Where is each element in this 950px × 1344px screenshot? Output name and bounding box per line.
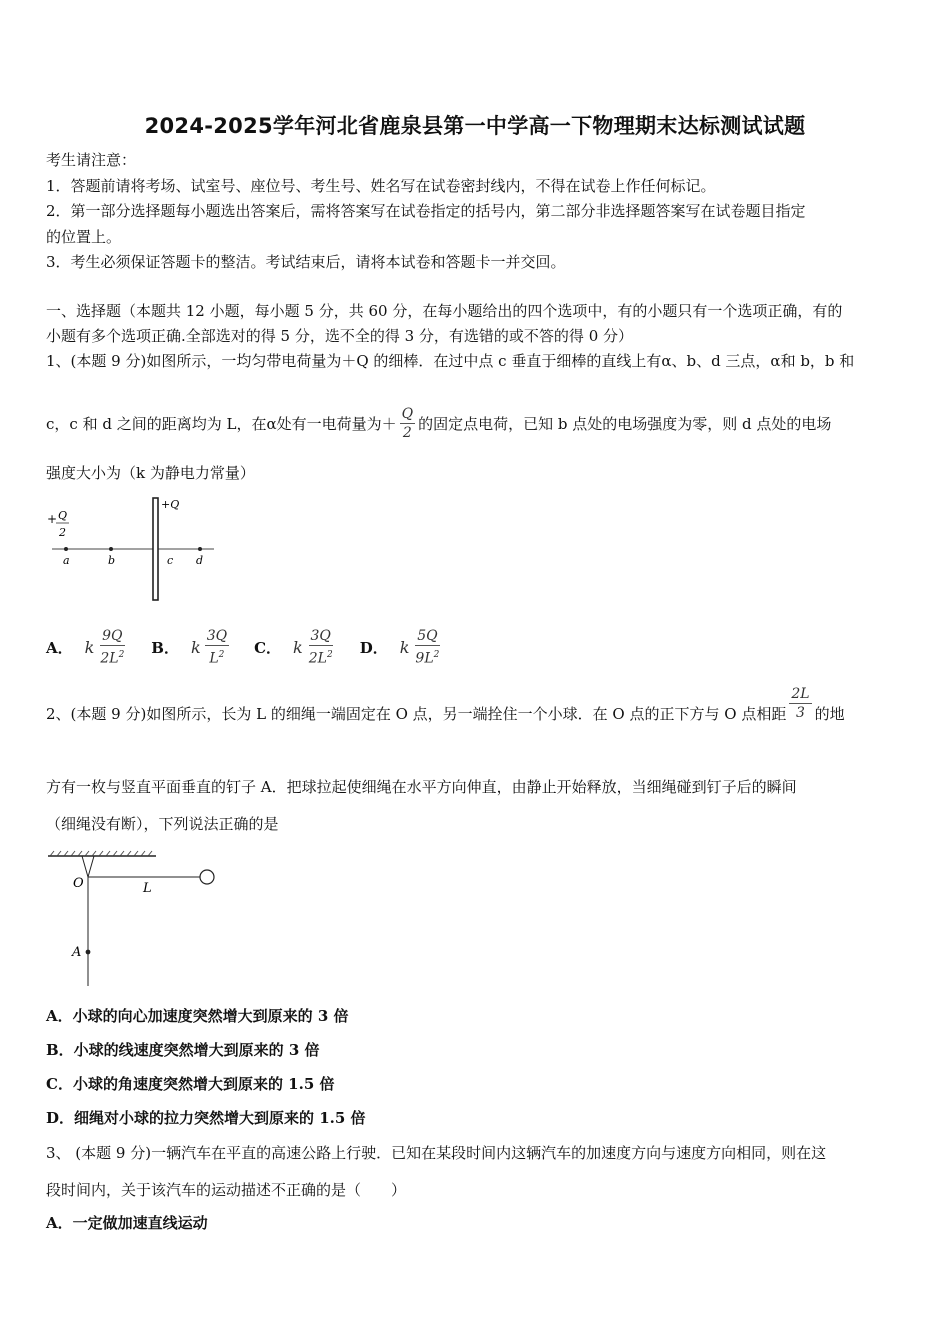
q1-option-b-den xyxy=(207,646,226,667)
q1-option-c-den-base: 2L xyxy=(308,650,327,667)
q1-stem-line3: 强度大小为（k 为静电力常量） xyxy=(46,464,255,482)
q1-fig-rod xyxy=(153,498,158,600)
q1-figure xyxy=(44,494,224,606)
q1-option-d-den-pow: 2 xyxy=(433,650,440,660)
q2-distance-den: 3 xyxy=(795,704,805,721)
q1-fig-label-c: c xyxy=(167,554,174,567)
q2-fig-nail xyxy=(86,950,91,955)
q1-stem-line1: 1、(本题 9 分)如图所示，一均匀带电荷量为＋Q 的细棒．在过中点 c 垂直于细棒的直线上有α、b、d 三点，α和 b，b 和 xyxy=(46,352,855,370)
q1-fig-2: 2 xyxy=(59,526,66,539)
q2-fig-ball xyxy=(200,870,214,884)
q2-option-c[interactable]: C．小球的角速度突然增大到原来的 1.5 倍 xyxy=(46,1075,335,1093)
q1-option-a-k: k xyxy=(84,637,95,657)
notice-heading: 考生请注意： xyxy=(46,151,137,169)
q1-option-c-den-pow: 2 xyxy=(326,650,333,660)
q1-option-c-den xyxy=(307,646,335,667)
q2-figure xyxy=(44,848,224,988)
q1-fig-label-d: d xyxy=(196,554,204,567)
q1-option-c[interactable] xyxy=(254,628,338,667)
notice-item-1: 1．答题前请将考场、试室号、座位号、考生号、姓名写在试卷密封线内，不得在试卷上作任何标记。 xyxy=(46,177,716,195)
q2-fig-support-left xyxy=(82,856,88,877)
page-title: 2024-2025学年河北省鹿泉县第一中学高一下物理期末达标测试试题 xyxy=(144,114,806,138)
section-heading: 一、选择题（本题共 12 小题，每小题 5 分，共 60 分，在每小题给出的四个选项中，有的小题只有一个选项正确，有的 xyxy=(46,302,843,320)
q2-fig-label-l: L xyxy=(143,881,152,896)
q2-fig-label-a: A xyxy=(72,945,82,960)
q1-option-c-k: k xyxy=(293,637,303,657)
q2-stem-line2: 方有一枚与竖直平面垂直的钉子 A．把球拉起使细绳在水平方向伸直，由静止开始释放，当细绳碰到钉子后的瞬间 xyxy=(46,778,797,796)
q2-stem-line1 xyxy=(46,685,845,724)
q1-stem-line2-end: 的固定点电荷，已知 b 点处的电场强度为零，则 d 点处的电场 xyxy=(418,414,832,433)
q1-option-c-num: 3Q xyxy=(310,628,331,644)
q2-fig-ceiling-hatch xyxy=(50,851,152,856)
q1-option-b-num: 3Q xyxy=(206,628,228,644)
q2-stem-line1-end: 的地 xyxy=(814,705,845,723)
q1-charge-num: Q xyxy=(401,406,414,422)
q1-option-c-label: C． xyxy=(254,638,282,657)
q1-fig-q: Q xyxy=(58,509,68,522)
q3-stem-line2: 段时间内，关于该汽车的运动描述不正确的是（ ） xyxy=(46,1181,407,1199)
q1-option-b-label: B． xyxy=(151,638,179,657)
q3-stem-line1: 3、 (本题 9 分)一辆汽车在平直的高速公路上行驶．已知在某段时间内这辆汽车的加速度方向与速度方向相同，则在这 xyxy=(46,1144,827,1162)
q1-options xyxy=(46,628,466,667)
q1-option-d-num: 5Q xyxy=(417,628,438,644)
q1-option-d[interactable] xyxy=(360,628,445,667)
q1-fig-label-a: a xyxy=(63,554,70,567)
q1-charge-den: 2 xyxy=(402,425,412,441)
q1-option-a-frac xyxy=(98,628,126,667)
q1-option-b-k: k xyxy=(190,637,201,657)
q1-fig-label-b: b xyxy=(108,554,116,567)
q1-charge-fraction xyxy=(400,406,415,441)
q2-stem-line1-start: 2、(本题 9 分)如图所示，长为 L 的细绳一端固定在 O 点，另一端拴住一个小球．在 O 点的正下方与 O 点相距 xyxy=(46,705,787,723)
q1-option-c-frac xyxy=(307,628,335,667)
q1-option-d-frac xyxy=(413,628,441,667)
q1-option-d-den xyxy=(413,646,441,667)
q2-option-a[interactable]: A．小球的向心加速度突然增大到原来的 3 倍 xyxy=(46,1007,349,1025)
q1-fig-rod-label: +Q xyxy=(161,498,180,511)
q1-option-b-den-base: L xyxy=(209,650,219,667)
q1-option-d-label: D． xyxy=(359,638,388,657)
q2-distance-fraction xyxy=(789,686,811,721)
q1-option-b[interactable] xyxy=(151,628,232,667)
q3-option-a[interactable]: A．一定做加速直线运动 xyxy=(46,1214,208,1232)
q2-fig-support-right xyxy=(88,856,94,877)
section-heading-cont: 小题有多个选项正确.全部选对的得 5 分，选不全的得 3 分，有选错的或不答的得 0 分） xyxy=(46,327,634,345)
q2-fig-label-o: O xyxy=(73,876,84,891)
q1-option-a-num: 9Q xyxy=(102,628,123,644)
q1-option-d-k: k xyxy=(399,637,410,657)
q1-option-a-den xyxy=(98,646,126,667)
q1-fig-point-b xyxy=(109,547,113,551)
notice-item-2: 2．第一部分选择题每小题选出答案后，需将答案写在试卷指定的括号内，第二部分非选择题答案写在试卷题目指定 xyxy=(46,202,806,220)
q1-option-a-label: A． xyxy=(46,638,73,657)
q1-option-a[interactable] xyxy=(46,628,129,667)
q1-fig-point-a xyxy=(64,547,68,551)
q1-option-b-frac xyxy=(205,628,229,667)
notice-item-2-cont: 的位置上。 xyxy=(46,228,122,246)
q1-fig-plus: + xyxy=(47,512,58,526)
q1-option-b-den-pow: 2 xyxy=(218,650,225,660)
q2-distance-num: 2L xyxy=(791,685,810,702)
q1-stem-line2-start: c，c 和 d 之间的距离均为 L，在α处有一电荷量为＋ xyxy=(46,414,397,433)
q1-option-d-den-base: 9L xyxy=(415,650,434,667)
q2-stem-line3: （细绳没有断），下列说法正确的是 xyxy=(46,815,279,833)
q2-option-d[interactable]: D．细绳对小球的拉力突然增大到原来的 1.5 倍 xyxy=(46,1109,366,1127)
q1-option-a-den-pow: 2 xyxy=(118,650,125,660)
q1-stem-line2 xyxy=(46,406,831,441)
q1-fig-point-d xyxy=(198,547,202,551)
q2-option-b[interactable]: B．小球的线速度突然增大到原来的 3 倍 xyxy=(46,1041,320,1059)
q1-option-a-den-base: 2L xyxy=(100,650,119,667)
notice-item-3: 3．考生必须保证答题卡的整洁。考试结束后，请将本试卷和答题卡一并交回。 xyxy=(46,253,566,271)
